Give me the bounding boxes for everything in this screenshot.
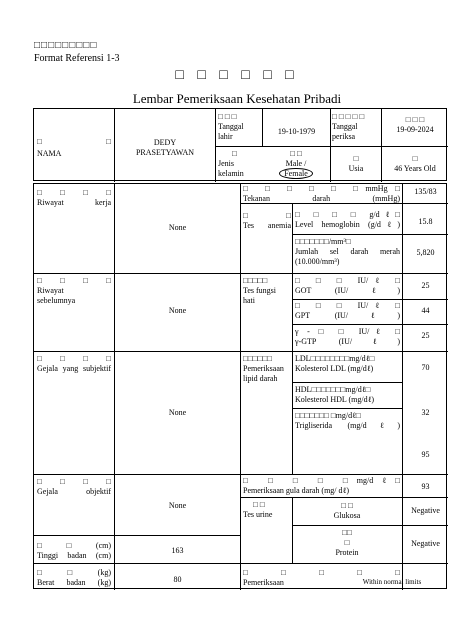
- ldl-value: 70: [421, 363, 430, 372]
- height-label: □ □ (cm) Tinggi badan (cm): [37, 541, 111, 560]
- gpt-value: 44: [421, 306, 430, 315]
- sex-options: □ □ Male / Female: [262, 149, 330, 179]
- exam-date-value: □ □ □ 19-09-2024: [396, 115, 434, 134]
- blood-sugar-value: 93: [421, 482, 430, 491]
- weight-label: □ □ (kg) Berat badan (kg): [37, 568, 111, 587]
- protein-label: □□ □ Protein: [335, 528, 359, 557]
- blood-sugar-label: □ □ □ □ □mg/dℓ□ Pemeriksaan gula darah (mg/ dℓ): [243, 476, 400, 495]
- name-value: DEDY PRASETYAWAN: [135, 138, 195, 157]
- red-blood-cell-value: 5,820: [416, 248, 435, 257]
- blood-pressure-label: □ □ □ □ □ □mmHg□ Tekanan darah (mmHg): [243, 184, 400, 203]
- past-history-label: □ □ □ □ Riwayat sebelumnya: [37, 276, 111, 305]
- examination-value: Within normal limits: [362, 578, 422, 586]
- anemia-test-label: □ □ Tes anemia: [243, 211, 291, 230]
- hdl-value: 32: [421, 408, 430, 417]
- ggtp-label: γ - □ □ IU/ℓ □ γ-GTP (IU/ℓ): [295, 327, 400, 346]
- subjective-symptoms-label: □ □ □ □ Gejala yang subjektif: [37, 354, 111, 373]
- birth-date-label: □ □ □ Tanggal lahir: [218, 112, 244, 141]
- gpt-label: □ □ □ IU/ℓ □ GPT (IU/ℓ): [295, 301, 400, 320]
- work-history-value: None: [168, 223, 187, 232]
- triglyceride-value: 95: [421, 450, 430, 459]
- exam-date-label: □ □ □ □ □ Tanggal periksa: [332, 112, 365, 141]
- hdl-label: HDL□□□□□□□mg/dℓ□ Kolesterol HDL (mg/dℓ): [295, 385, 375, 404]
- subjective-symptoms-value: None: [168, 408, 187, 417]
- sex-female-selected: Female: [279, 168, 313, 179]
- examination-table: [33, 183, 447, 589]
- got-label: □ □ □ IU/ℓ □ GOT (IU/ ℓ): [295, 276, 400, 295]
- reference-code-cjk: □□□□□□□□□: [34, 40, 98, 51]
- name-label: NAMA: [37, 149, 62, 158]
- liver-test-label: □□□□□ Tes fungsi hati: [243, 276, 276, 305]
- age-value: □ 46 Years Old: [394, 154, 436, 173]
- form-title-cjk: □ □ □ □ □ □: [175, 68, 299, 83]
- red-blood-cell-label: □□□□□□□/mm³□ Jumlah sel darah merah (10.000/mm³): [295, 237, 400, 266]
- past-history-value: None: [168, 306, 187, 315]
- ldl-label: LDL□□□□□□□□mg/dℓ□ Kolesterol LDL (mg/dℓ): [295, 354, 375, 373]
- reference-code: Format Referensi 1-3: [34, 53, 120, 64]
- personal-info-table: [33, 108, 447, 181]
- hemoglobin-label: □ □ □ □ g/dℓ□ Level hemoglobin (g/dℓ): [295, 210, 400, 229]
- ggtp-value: 25: [421, 331, 430, 340]
- objective-symptoms-label: □ □ □ □ Gejala objektif: [37, 477, 111, 496]
- urine-test-label: □ □ Tes urine: [243, 500, 273, 519]
- weight-value: 80: [173, 575, 182, 584]
- name-label-cjk: □ □: [37, 137, 111, 146]
- sex-label: □ Jenis kelamin: [218, 149, 244, 178]
- height-value: 163: [171, 546, 184, 555]
- age-label: □ Usia: [348, 154, 364, 173]
- blood-pressure-value: 135/83: [414, 187, 437, 196]
- examination-label: □ □ □ □ □ Pemeriksaan: [243, 568, 400, 587]
- got-value: 25: [421, 281, 430, 290]
- birth-date-value: 19-10-1979: [277, 127, 316, 136]
- glucose-value: Negative: [411, 506, 440, 515]
- form-title: Lembar Pemeriksaan Kesehatan Pribadi: [132, 91, 342, 106]
- protein-value: Negative: [411, 539, 440, 548]
- hemoglobin-value: 15.8: [418, 217, 433, 226]
- work-history-label: □ □ □ □ Riwayat kerja: [37, 188, 111, 207]
- objective-symptoms-value: None: [168, 501, 187, 510]
- triglyceride-label: □□□□□□□ □mg/dℓ□ Trigliserida (mg/dℓ): [295, 411, 400, 430]
- lipid-test-label: □□□□□□ Pemeriksaan lipid darah: [243, 354, 284, 383]
- glucose-label: □ □ Glukosa: [333, 501, 361, 520]
